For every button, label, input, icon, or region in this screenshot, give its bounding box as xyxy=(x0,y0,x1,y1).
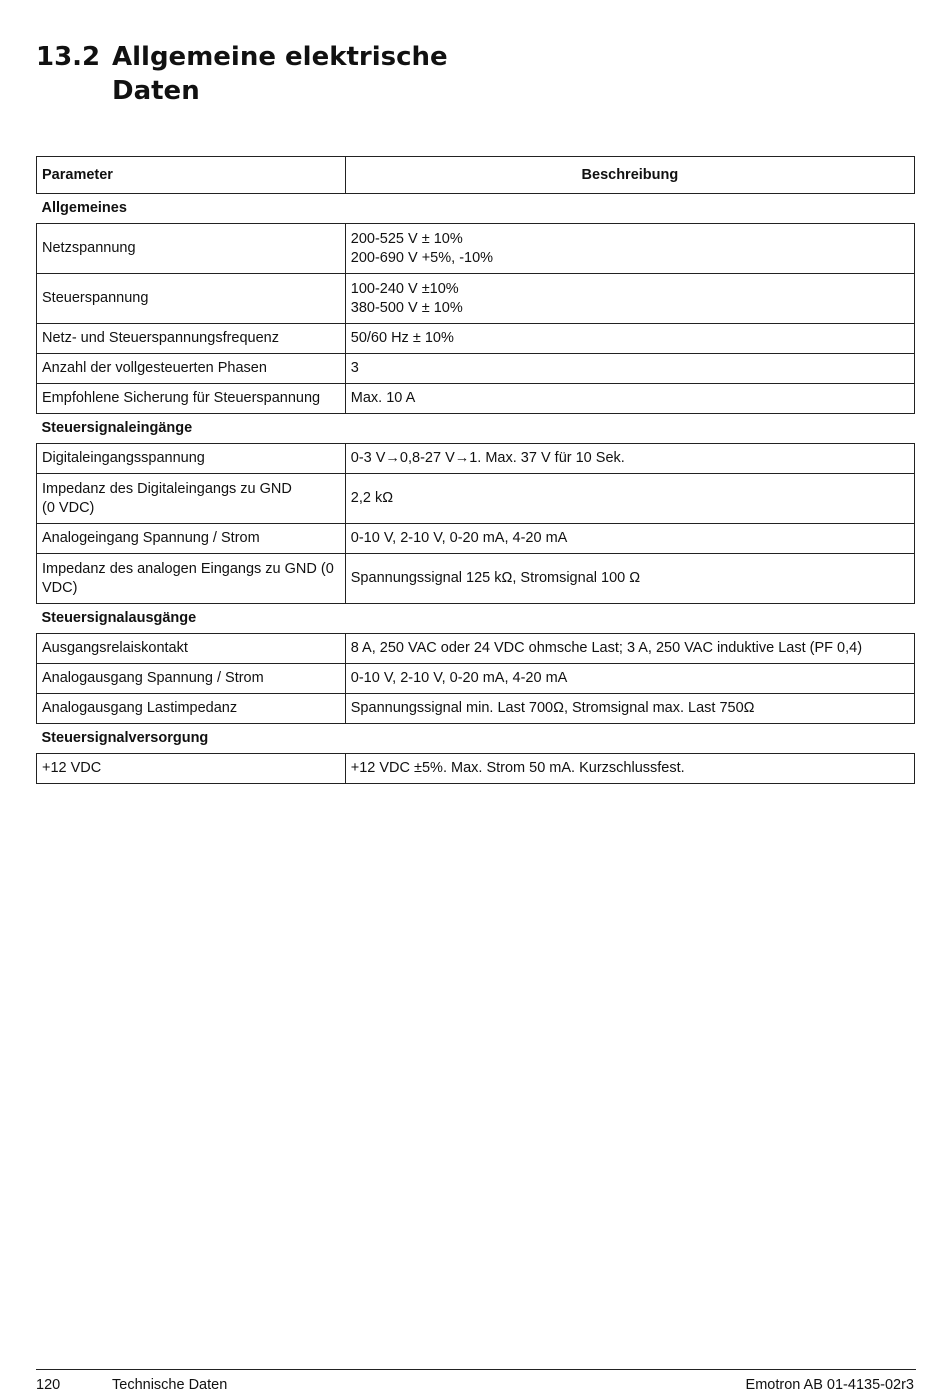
value-cell xyxy=(345,354,914,384)
section-row xyxy=(37,414,915,444)
value-line: 3 xyxy=(350,360,359,376)
value-line: Max. 10 A xyxy=(350,390,416,406)
value-cell xyxy=(345,664,914,694)
table-row xyxy=(37,224,915,274)
value-cell xyxy=(345,754,914,784)
value-line: 200-525 V ± 10% xyxy=(350,230,463,247)
parameter-cell: Anzahl der vollgesteuerten Phasen xyxy=(37,354,346,384)
value-line: Spannungssignal 125 kΩ, Stromsignal 100 Ω xyxy=(350,570,641,586)
table-row xyxy=(37,474,915,524)
section-title: Steuersignaleingänge xyxy=(37,414,915,444)
section-row xyxy=(37,724,915,754)
value-cell xyxy=(345,554,914,604)
value-cell xyxy=(345,224,914,274)
table-row xyxy=(37,444,915,474)
value-line: 100-240 V ±10% xyxy=(350,280,459,297)
table-row xyxy=(37,384,915,414)
section-row xyxy=(37,604,915,634)
table-header-row xyxy=(37,157,915,194)
table-row xyxy=(37,694,915,724)
header-description: Beschreibung xyxy=(345,157,914,194)
value-cell xyxy=(345,634,914,664)
value-line: 8 A, 250 VAC oder 24 VDC ohmsche Last; 3 A, 250 VAC induktive Last (PF 0,4) xyxy=(350,640,863,656)
table-row xyxy=(37,354,915,384)
value-line: 50/60 Hz ± 10% xyxy=(350,330,454,346)
parameter-cell: Analogausgang Spannung / Strom xyxy=(37,664,346,694)
parameter-cell: +12 VDC xyxy=(37,754,346,784)
table-row xyxy=(37,664,915,694)
value-line: 200-690 V +5%, -10% xyxy=(350,249,494,266)
table-row xyxy=(37,324,915,354)
footer-page-number: 120 xyxy=(36,1377,61,1393)
parameter-cell: Empfohlene Sicherung für Steuerspannung xyxy=(37,384,346,414)
value-cell xyxy=(345,384,914,414)
value-line: Spannungssignal min. Last 700Ω, Stromsignal max. Last 750Ω xyxy=(350,700,755,716)
section-row xyxy=(37,194,915,224)
table-body xyxy=(37,194,915,784)
parameter-cell: Steuerspannung xyxy=(37,274,346,324)
header-parameter: Parameter xyxy=(37,157,346,194)
value-line: 0-10 V, 2-10 V, 0-20 mA, 4-20 mA xyxy=(350,670,568,686)
value-cell xyxy=(345,274,914,324)
section-title: Allgemeine elektrische Daten xyxy=(112,42,448,106)
value-line: 0-3 V→0,8-27 V→1. Max. 37 V für 10 Sek. xyxy=(350,450,625,466)
value-cell xyxy=(345,324,914,354)
section-title: Steuersignalversorgung xyxy=(37,724,915,754)
parameter-cell: Netz- und Steuerspannungsfrequenz xyxy=(37,324,346,354)
section-title: Allgemeines xyxy=(37,194,915,224)
value-line: 380-500 V ± 10% xyxy=(350,299,463,316)
footer-divider xyxy=(36,1369,916,1370)
value-line: 0-10 V, 2-10 V, 0-20 mA, 4-20 mA xyxy=(350,530,568,546)
value-line: 2,2 kΩ xyxy=(350,490,394,506)
parameter-cell: Analogausgang Lastimpedanz xyxy=(37,694,346,724)
parameter-cell: Netzspannung xyxy=(37,224,346,274)
value-cell xyxy=(345,474,914,524)
parameter-cell: Digitaleingangsspannung xyxy=(37,444,346,474)
value-cell xyxy=(345,444,914,474)
section-title: Steuersignalausgänge xyxy=(37,604,915,634)
table-row xyxy=(37,634,915,664)
parameter-cell: Impedanz des Digitaleingangs zu GND (0 VDC) xyxy=(37,474,346,524)
value-line: +12 VDC ±5%. Max. Strom 50 mA. Kurzschlussfest. xyxy=(350,760,685,776)
table-row xyxy=(37,524,915,554)
value-cell xyxy=(345,524,914,554)
electrical-data-table xyxy=(36,156,915,784)
parameter-cell: Impedanz des analogen Eingangs zu GND (0 VDC) xyxy=(37,554,346,604)
parameter-cell: Ausgangsrelaiskontakt xyxy=(37,634,346,664)
value-cell xyxy=(345,694,914,724)
table-row xyxy=(37,554,915,604)
table-row xyxy=(37,754,915,784)
footer-document-id: Emotron AB 01-4135-02r3 xyxy=(745,1377,914,1393)
footer-section-name: Technische Daten xyxy=(112,1377,228,1393)
section-number: 13.2 xyxy=(36,42,101,72)
parameter-cell: Analogeingang Spannung / Strom xyxy=(37,524,346,554)
table-row xyxy=(37,274,915,324)
